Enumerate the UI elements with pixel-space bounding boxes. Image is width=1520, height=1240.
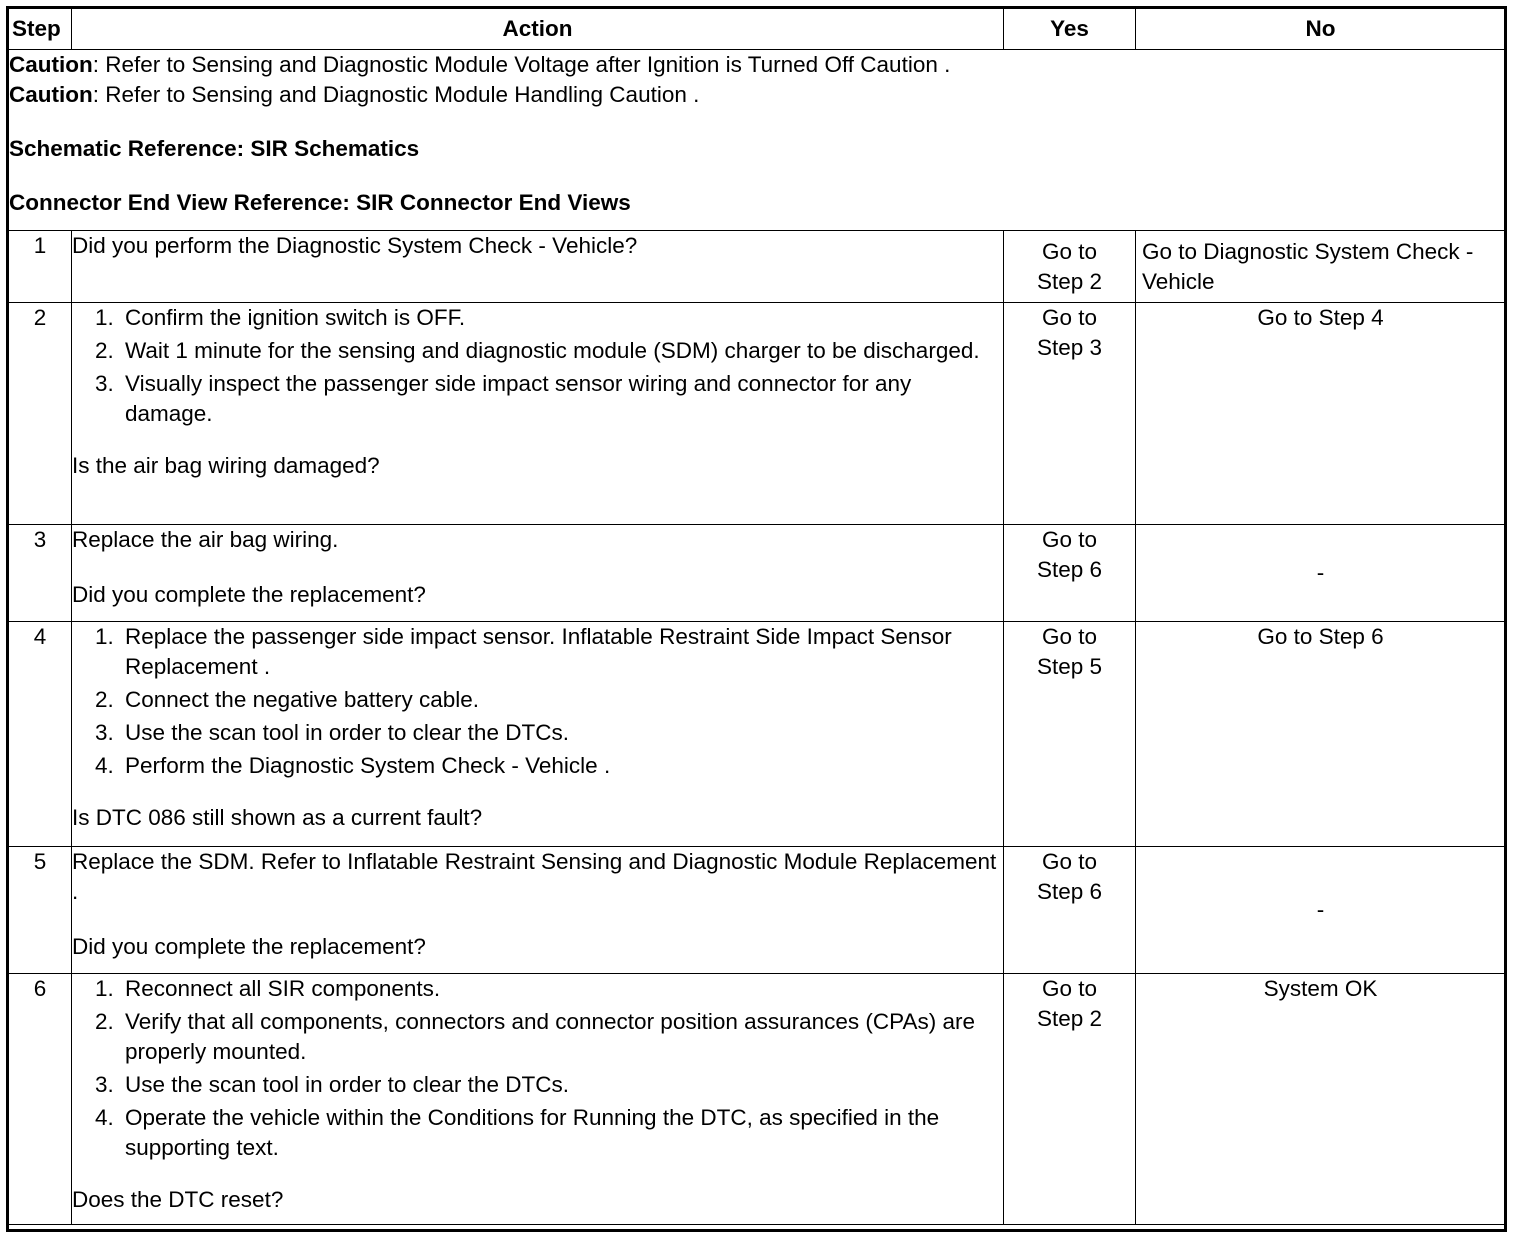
caution-text-2: : Refer to Sensing and Diagnostic Module Handling Caution . xyxy=(92,82,700,107)
table-row-step-5 xyxy=(9,847,1506,974)
action-cell xyxy=(72,303,1004,525)
list-item: 3. Visually inspect the passenger side impact sensor wiring and connector for any damage. xyxy=(120,369,1003,429)
no-cell: System OK xyxy=(1136,974,1506,1225)
list-item: 1. Confirm the ignition switch is OFF. xyxy=(120,303,1003,333)
yes-cell: Go to Step 6 xyxy=(1004,847,1136,974)
yes-cell: Go to Step 2 xyxy=(1004,231,1136,303)
step-number: 2 xyxy=(9,303,72,525)
action-text: Did you perform the Diagnostic System Check - Vehicle? xyxy=(72,233,638,258)
action-question: Did you complete the replacement? xyxy=(72,934,426,959)
list-item: 4. Operate the vehicle within the Conditions for Running the DTC, as specified in the supporting text. xyxy=(120,1103,1003,1163)
table-row-step-4 xyxy=(9,622,1506,847)
list-item: 2. Wait 1 minute for the sensing and diagnostic module (SDM) charger to be discharged. xyxy=(120,336,1003,366)
table-row-step-2 xyxy=(9,303,1506,525)
list-item: 3. Use the scan tool in order to clear the DTCs. xyxy=(120,1070,1003,1100)
action-cell xyxy=(72,974,1004,1225)
table-row-step-1 xyxy=(9,231,1506,303)
action-text: Replace the SDM. Refer to Inflatable Restraint Sensing and Diagnostic Module Replacement . xyxy=(72,849,997,904)
no-cell: - xyxy=(1136,847,1506,974)
list-item: 2. Verify that all components, connectors and connector position assurances (CPAs) are properly mounted. xyxy=(120,1007,1003,1067)
header-no: No xyxy=(1136,9,1506,50)
step-number: 4 xyxy=(9,622,72,847)
yes-cell: Go to Step 3 xyxy=(1004,303,1136,525)
action-question: Is the air bag wiring damaged? xyxy=(72,453,380,478)
yes-cell: Go to Step 6 xyxy=(1004,525,1136,622)
caution-row xyxy=(9,50,1506,231)
action-step-list xyxy=(72,974,1003,1163)
header-step: Step xyxy=(9,9,72,50)
action-question: Does the DTC reset? xyxy=(72,1187,284,1212)
list-item: 3. Use the scan tool in order to clear the DTCs. xyxy=(120,718,1003,748)
connector-end-view-reference: Connector End View Reference: SIR Connector End Views xyxy=(9,190,631,215)
table-row-step-3 xyxy=(9,525,1506,622)
action-cell xyxy=(72,622,1004,847)
step-number: 3 xyxy=(9,525,72,622)
action-step-list xyxy=(72,303,1003,429)
action-text: Replace the air bag wiring. xyxy=(72,527,339,552)
caution-label-2: Caution xyxy=(9,82,93,107)
caution-line-1 xyxy=(9,50,1505,80)
list-item: 4. Perform the Diagnostic System Check - Vehicle . xyxy=(120,751,1003,781)
no-cell: - xyxy=(1136,525,1506,622)
action-cell xyxy=(72,847,1004,974)
step-number: 5 xyxy=(9,847,72,974)
caution-text-1: : Refer to Sensing and Diagnostic Module Voltage after Ignition is Turned Off Caution . xyxy=(92,52,951,77)
header-action: Action xyxy=(72,9,1004,50)
action-question: Is DTC 086 still shown as a current fault? xyxy=(72,805,483,830)
action-question: Did you complete the replacement? xyxy=(72,582,426,607)
list-item: 1. Replace the passenger side impact sensor. Inflatable Restraint Side Impact Sensor Replacement . xyxy=(120,622,1003,682)
no-cell: Go to Step 6 xyxy=(1136,622,1506,847)
no-cell: Go to Step 4 xyxy=(1136,303,1506,525)
step-number: 1 xyxy=(9,231,72,303)
diagnostic-table xyxy=(8,8,1506,1225)
yes-cell: Go to Step 2 xyxy=(1004,974,1136,1225)
no-cell: Go to Diagnostic System Check - Vehicle xyxy=(1136,231,1506,303)
caution-label-1: Caution xyxy=(9,52,93,77)
action-cell xyxy=(72,231,1004,303)
action-cell xyxy=(72,525,1004,622)
header-yes: Yes xyxy=(1004,9,1136,50)
table-row-step-6 xyxy=(9,974,1506,1225)
caution-line-2 xyxy=(9,80,1505,110)
action-step-list xyxy=(72,622,1003,781)
list-item: 1. Reconnect all SIR components. xyxy=(120,974,1003,1004)
caution-cell xyxy=(9,50,1506,231)
step-number: 6 xyxy=(9,974,72,1225)
list-item: 2. Connect the negative battery cable. xyxy=(120,685,1003,715)
schematic-reference: Schematic Reference: SIR Schematics xyxy=(9,136,420,161)
table-header-row xyxy=(9,9,1506,50)
yes-cell: Go to Step 5 xyxy=(1004,622,1136,847)
